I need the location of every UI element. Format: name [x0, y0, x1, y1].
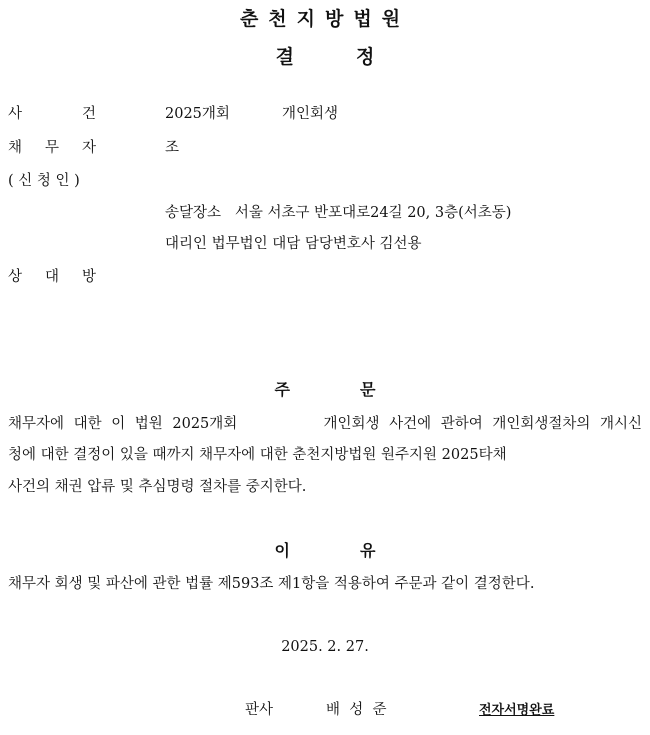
reason-title-char: 이 — [274, 541, 290, 560]
opponent-label-char: 대 — [44, 269, 59, 285]
agent: 대리인 법무법인 대담 담당변호사 김선용 — [165, 236, 422, 252]
order-text-line: 청에 대한 결정이 있을 때까지 채무자에 대한 춘천지방법원 원주지원 2025타채 — [8, 447, 507, 463]
service-address: 송달장소 서울 서초구 반포대로24길 20, 3층(서초동) — [165, 205, 512, 221]
debtor-label-char: 무 — [44, 140, 59, 156]
reason-title-char: 유 — [360, 541, 376, 560]
debtor-label — [8, 136, 96, 157]
reason-text-line: 채무자 회생 및 파산에 관한 법률 제593조 제1항을 적용하여 주문과 같이 결정한다. — [8, 576, 535, 592]
case-label-char: 건 — [81, 106, 96, 122]
applicant-label: ( 신 청 인 ) — [8, 173, 80, 189]
case-label — [8, 102, 96, 123]
case-label-char: 사 — [8, 106, 23, 122]
electronic-signature-stamp: 전자서명완료 — [479, 703, 555, 718]
opponent-label-char: 상 — [8, 269, 23, 285]
reason-title — [0, 538, 650, 561]
case-number: 2025개회 — [165, 106, 230, 122]
document-type: 결정 — [275, 46, 437, 68]
order-title — [0, 377, 650, 400]
judge-name: 배 성 준 — [326, 702, 387, 718]
order-text-line: 사건의 채권 압류 및 추심명령 절차를 중지한다. — [8, 479, 307, 495]
order-title-char: 주 — [274, 380, 290, 399]
debtor-label-char: 자 — [81, 140, 96, 156]
decision-date: 2025. 2. 27. — [281, 639, 369, 655]
judge-title: 판사 — [245, 702, 274, 718]
court-name: 춘천지방법원 — [239, 8, 411, 30]
debtor-name: 조 — [165, 140, 180, 156]
case-name: 개인회생 — [282, 106, 339, 122]
debtor-label-char: 채 — [8, 140, 23, 156]
order-text-line: 채무자에 대한 이 법원 2025개회 개인회생 사건에 관하여 개인회생절차의 개시신 — [8, 416, 642, 432]
opponent-label-char: 방 — [81, 269, 96, 285]
order-title-char: 문 — [360, 380, 376, 399]
opponent-label — [8, 265, 96, 286]
